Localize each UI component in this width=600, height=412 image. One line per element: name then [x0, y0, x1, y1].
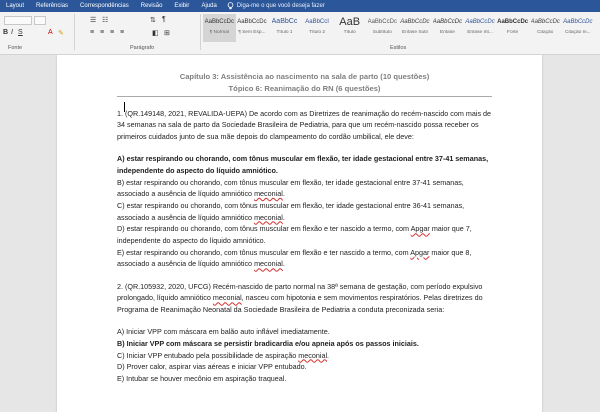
- style-quote[interactable]: [529, 14, 562, 42]
- group-separator: [200, 14, 201, 50]
- styles-group-label: Estilos: [390, 45, 407, 51]
- q1-option-e-text: E) estar respirando ou chorando, com tônus muscular em flexão e ter nascido a termo, com: [117, 247, 411, 257]
- q1-option-b: [117, 177, 492, 200]
- borders-icon[interactable]: ⊞: [164, 30, 170, 37]
- font-paragraph-controls: [0, 12, 200, 44]
- justify-icon[interactable]: ≡: [120, 29, 125, 36]
- q1-option-c-end: .: [282, 212, 285, 222]
- spelling-flag: Apgar: [410, 224, 430, 234]
- q2-option-c: [117, 350, 492, 362]
- style-sample: AaBbCc: [271, 18, 298, 25]
- spelling-flag: Apgar: [410, 247, 430, 257]
- spelling-flag: meconial: [212, 293, 242, 303]
- q1-option-e: [117, 247, 492, 270]
- font-name-dropdown[interactable]: [4, 16, 32, 25]
- italic-icon[interactable]: I: [11, 29, 13, 36]
- question-2-stem: [117, 281, 492, 316]
- style-emphasis[interactable]: [431, 14, 464, 42]
- q2-option-c-end: .: [327, 350, 330, 360]
- q1-option-d-text: D) estar respirando ou chorando, com tônus muscular em flexão e ter nascido a termo, com: [117, 224, 411, 234]
- align-right-icon[interactable]: ≡: [110, 29, 115, 36]
- spelling-flag: meconial: [254, 259, 283, 269]
- q1-option-c-text: C) estar respirando ou chorando, com tônus muscular em flexão, ter idade gestacional entre 36-41 semanas, associado a ausência de líquido amniótico: [117, 200, 465, 222]
- spelling-flag: meconial: [254, 212, 283, 222]
- q1-option-d: [117, 223, 492, 246]
- document-body: [117, 71, 492, 385]
- q2-stem-text: 2. (QR.105932, 2020, UFCG) Recém-nascido de parto normal na 38ª semana de gestação, com período expulsivo prolongado, líquido amniótico: [117, 281, 483, 303]
- style-name: Citação In...: [565, 30, 591, 35]
- show-marks-icon[interactable]: ¶: [162, 16, 166, 23]
- style-intense-emphasis[interactable]: [464, 14, 497, 42]
- style-name: Título: [343, 30, 356, 35]
- q1-option-c: [117, 200, 492, 223]
- font-color-icon[interactable]: A: [48, 29, 53, 36]
- style-name: Citação: [537, 30, 554, 35]
- align-center-icon[interactable]: ≡: [100, 29, 105, 36]
- q2-option-e: E) Intubar se houver mecônio em aspiração traqueal.: [117, 374, 287, 384]
- numbering-icon[interactable]: ☷: [102, 17, 109, 24]
- bold-icon[interactable]: B: [3, 29, 9, 36]
- font-group-label: Fonte: [8, 45, 23, 51]
- style-sample: AaBbCcI: [305, 19, 329, 25]
- style-name: Forte: [507, 30, 519, 35]
- document-canvas: [0, 55, 600, 412]
- paragraph-group-label: Parágrafo: [130, 45, 155, 51]
- style-sample: AaBbCcDc: [530, 19, 560, 25]
- group-separator: [74, 14, 75, 50]
- shading-icon[interactable]: ◧: [152, 30, 159, 37]
- style-no-spacing[interactable]: [236, 14, 269, 42]
- style-name: Ênfase Int...: [467, 30, 493, 35]
- styles-gallery: [203, 14, 595, 44]
- bullets-icon[interactable]: ☰: [90, 17, 97, 24]
- tab-layout[interactable]: Layout: [6, 3, 25, 9]
- style-sample: AaBbCcDc: [497, 19, 529, 25]
- style-name: Subtítulo: [372, 30, 392, 35]
- tab-view[interactable]: Exibir: [174, 3, 190, 9]
- style-name: ¶ Sem Esp...: [238, 30, 266, 35]
- q1-option-e-end: .: [282, 259, 285, 269]
- q2-option-b: B) Iniciar VPP com máscara se persistir bradicardia e/ou apneia após os passos iniciais.: [117, 338, 419, 348]
- style-name: Ênfase: [439, 30, 455, 35]
- style-sample: AaBbCcDc: [465, 19, 495, 25]
- style-sample: AaBbCcDc: [367, 19, 397, 25]
- ribbon: [0, 12, 600, 55]
- style-title[interactable]: [333, 14, 366, 42]
- q1-option-b-text: B) estar respirando ou chorando, com tônus muscular em flexão, ter idade gestacional entre 37-41 semanas, associado a ausência de líquido amniótico: [117, 177, 464, 199]
- question-1-stem: 1. (QR.149148, 2021, REVALIDA-UEPA) De acordo com as Diretrizes de reanimação do recém-nascido com mais de 34 semanas na sala de parto da Sociedade Brasileira de Pediatria, para que um recém-nascido possa receber os primeiros cuidados junto de sua mãe depois do clampeamento do cordão umbilical, ele deve:: [117, 108, 492, 141]
- chapter-heading: Capítulo 3: Assistência ao nascimento na sala de parto (10 questões): [179, 72, 430, 81]
- spelling-flag: meconial: [254, 189, 283, 199]
- style-subtle-emphasis[interactable]: [399, 14, 432, 42]
- style-intense-quote[interactable]: [562, 14, 595, 42]
- style-sample: AaBbCcDc: [237, 19, 267, 25]
- document-page[interactable]: [57, 55, 542, 412]
- style-sample: AaBbCcDc: [400, 19, 430, 25]
- tab-review[interactable]: Revisão: [140, 3, 163, 9]
- q2-option-c-text: C) Iniciar VPP entubado pela possibilidade de aspiração: [117, 350, 299, 360]
- tab-help[interactable]: Ajuda: [201, 3, 217, 9]
- style-sample: AaBbCcDc: [563, 19, 593, 25]
- underline-icon[interactable]: S: [18, 29, 23, 36]
- style-heading-1[interactable]: [268, 14, 301, 42]
- tell-me-box[interactable]: [227, 2, 325, 10]
- style-strong[interactable]: [496, 14, 529, 42]
- font-size-dropdown[interactable]: [34, 16, 46, 25]
- menu-bar: [0, 0, 600, 12]
- tab-mailings[interactable]: Correspondências: [80, 3, 129, 9]
- sort-icon[interactable]: ⇅: [150, 17, 156, 24]
- style-heading-2[interactable]: [301, 14, 334, 42]
- tell-me-text: Diga-me o que você deseja fazer: [236, 3, 325, 9]
- style-name: Título 2: [309, 30, 326, 35]
- q1-option-e-mid: maior que 8, associado a ausência de líquido amniótico: [117, 247, 472, 269]
- spelling-flag: meconial: [298, 350, 328, 360]
- style-subtitle[interactable]: [366, 14, 399, 42]
- q2-option-a: A) Iniciar VPP com máscara em balão auto inflável imediatamente.: [117, 327, 330, 337]
- q1-option-a: A) estar respirando ou chorando, com tônus muscular em flexão, ter idade gestacional entre 37-41 semanas, independente do aspecto do líquido amniótico.: [117, 154, 489, 175]
- style-name: ¶ Normal: [209, 30, 229, 35]
- style-name: Título 1: [276, 30, 293, 35]
- q2-stem-end: , nasceu com hipotonia e sem movimentos respiratórios. Pelas diretrizes do Programa de Reanimação Neonatal da Sociedade Brasileira de Pediatria a conduta preconizada seria:: [117, 293, 483, 315]
- style-normal[interactable]: [203, 14, 236, 42]
- style-sample: AaB: [339, 16, 361, 28]
- align-left-icon[interactable]: ≡: [90, 29, 95, 36]
- highlight-icon[interactable]: ✎: [58, 30, 64, 37]
- topic-heading: Tópico 6: Reanimação do RN (6 questões): [228, 83, 381, 93]
- style-sample: AaBbCcDc: [432, 19, 463, 25]
- lightbulb-icon: [227, 2, 234, 10]
- style-name: Ênfase Sutil: [402, 30, 428, 35]
- q1-option-b-end: .: [282, 189, 285, 199]
- q2-option-d: D) Prover calor, aspirar vias aéreas e iniciar VPP entubado.: [117, 362, 307, 372]
- tab-references[interactable]: Referências: [36, 3, 69, 9]
- style-sample: AaBbCcDc: [204, 19, 234, 25]
- q1-option-d-end: maior que 7, independente do aspecto do líquido amniótico.: [117, 224, 472, 246]
